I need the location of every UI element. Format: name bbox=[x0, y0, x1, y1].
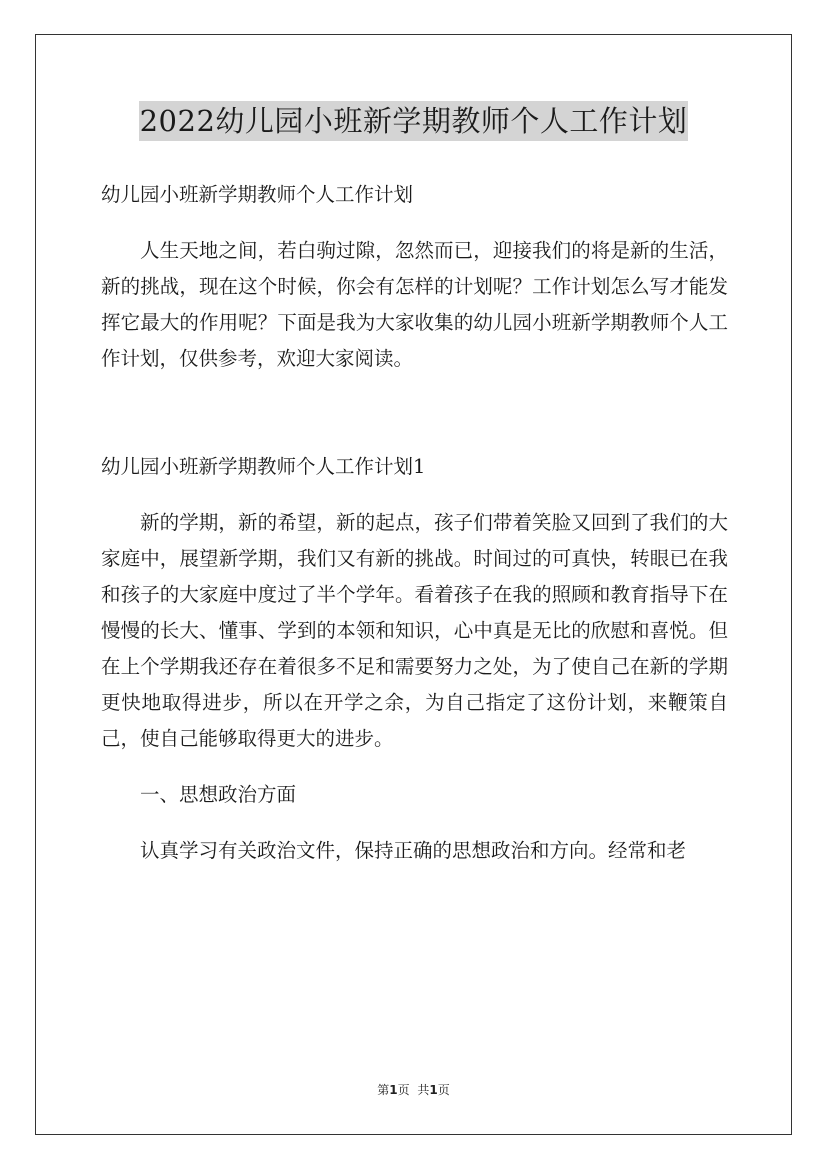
document-subtitle: 幼儿园小班新学期教师个人工作计划 bbox=[101, 183, 414, 206]
document-title: 2022幼儿园小班新学期教师个人工作计划 bbox=[139, 101, 689, 141]
page-number: 1 bbox=[389, 1083, 398, 1097]
subsection-1-paragraph: 认真学习有关政治文件，保持正确的思想政治和方向。经常和老 bbox=[140, 839, 687, 862]
section-1-heading: 幼儿园小班新学期教师个人工作计划1 bbox=[101, 455, 426, 478]
page-total: 1 bbox=[429, 1083, 438, 1097]
page-label-prefix: 第 bbox=[377, 1083, 390, 1097]
total-label-prefix: 共 bbox=[417, 1083, 430, 1097]
intro-paragraph: 人生天地之间，若白驹过隙，忽然而已，迎接我们的将是新的生活，新的挑战，现在这个时候，你会有怎样的计划呢？工作计划怎么写才能发挥它最大的作用呢？下面是我为大家收集的幼儿园小班新学期教师个人工作计划，仅供参考，欢迎大家阅读。 bbox=[101, 239, 728, 370]
blank-line bbox=[101, 377, 728, 449]
subsection-1-heading: 一、思想政治方面 bbox=[140, 783, 297, 806]
document-body bbox=[101, 177, 728, 869]
page-footer bbox=[0, 1082, 827, 1098]
total-label-suffix: 页 bbox=[437, 1083, 450, 1097]
page-label-suffix: 页 bbox=[397, 1083, 410, 1097]
title-container bbox=[0, 101, 827, 141]
section-1-paragraph: 新的学期，新的希望，新的起点，孩子们带着笑脸又回到了我们的大家庭中，展望新学期，我们又有新的挑战。时间过的可真快，转眼已在我和孩子的大家庭中度过了半个学年。看着孩子在我的照顾和教育指导下在慢慢的长大、懂事、学到的本领和知识，心中真是无比的欣慰和喜悦。但在上个学期我还存在着很多不足和需要努力之处，为了使自己在新的学期更快地取得进步，所以在开学之余，为自己指定了这份计划，来鞭策自己，使自己能够取得更大的进步。 bbox=[101, 511, 728, 750]
